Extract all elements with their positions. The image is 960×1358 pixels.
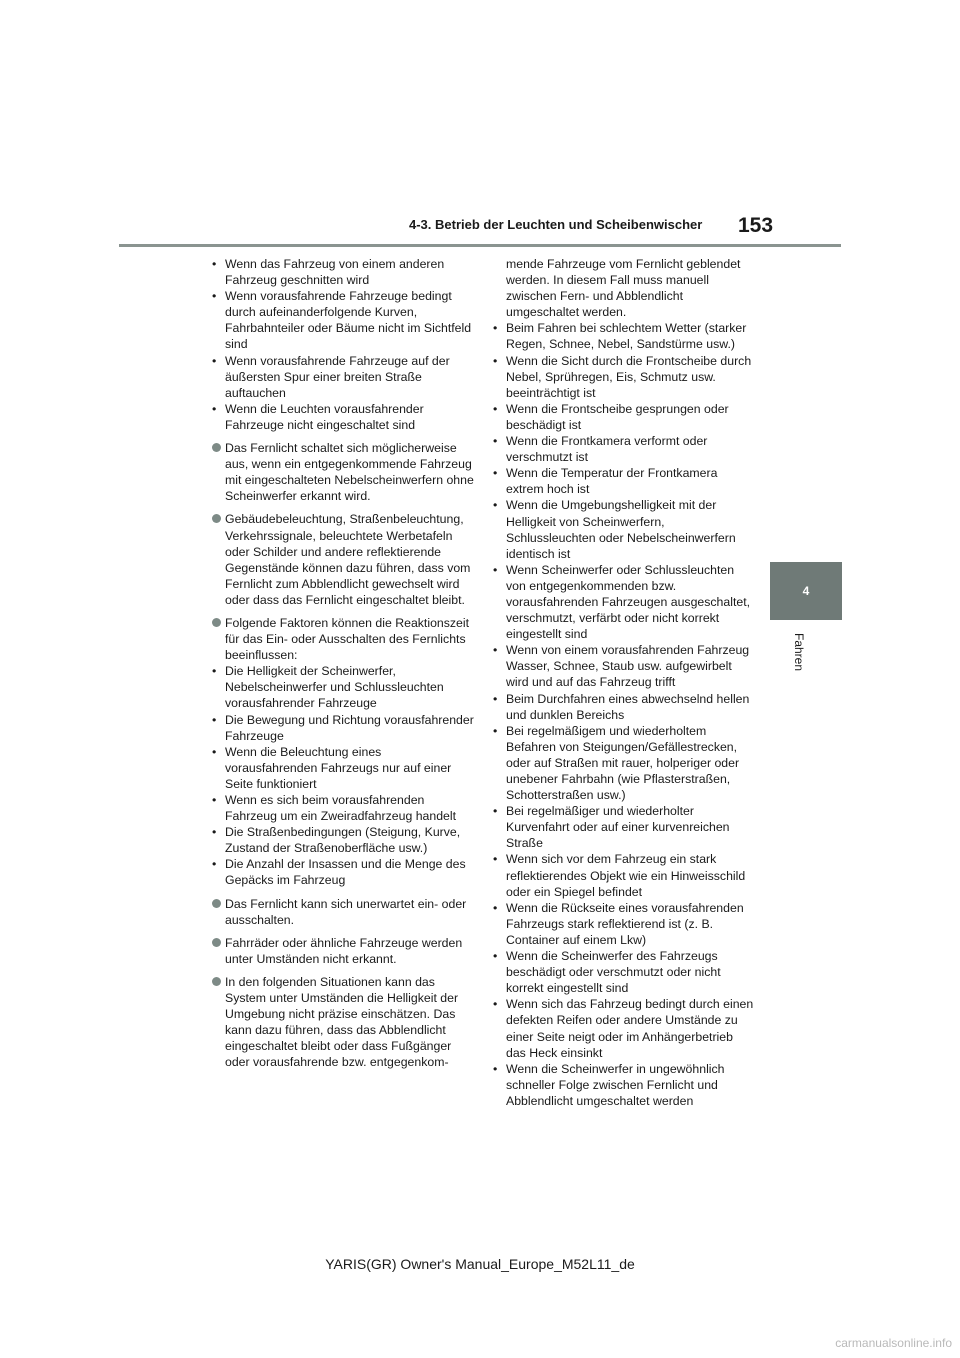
page-number: 153 <box>738 214 774 237</box>
list-item: • Die Bewegung und Richtung vorausfahrender Fahrzeuge <box>212 712 474 744</box>
factor-bullet-list <box>212 663 474 888</box>
paragraph <box>212 511 474 608</box>
list-item: • Wenn die Temperatur der Frontkamera extrem hoch ist <box>493 465 755 497</box>
paragraph <box>212 935 474 967</box>
list-item: • Wenn das Fahrzeug von einem anderen Fahrzeug geschnitten wird <box>212 256 474 288</box>
list-item: • Wenn die Sicht durch die Frontscheibe durch Nebel, Sprühregen, Eis, Schmutz usw. beeinträchtigt ist <box>493 353 755 401</box>
list-item: • Wenn vorausfahrende Fahrzeuge auf der äußersten Spur einer breiten Straße auftauchen <box>212 353 474 401</box>
list-item: • Beim Durchfahren eines abwechselnd hellen und dunklen Bereichs <box>493 691 755 723</box>
list-item: • Wenn die Leuchten vorausfahrender Fahrzeuge nicht eingeschaltet sind <box>212 401 474 433</box>
list-item: • Die Helligkeit der Scheinwerfer, Nebelscheinwerfer und Schlussleuchten vorausfahrender Fahrzeuge <box>212 663 474 711</box>
list-item: • Beim Fahren bei schlechtem Wetter (starker Regen, Schnee, Nebel, Sandstürme usw.) <box>493 320 755 352</box>
list-item: • Wenn sich das Fahrzeug bedingt durch einen defekten Reifen oder andere Umstände zu einer Seite neigt oder im Anhängerbetrieb das Heck einsinkt <box>493 996 755 1060</box>
header-divider <box>119 244 841 247</box>
list-item: • Wenn die Beleuchtung eines vorausfahrenden Fahrzeugs nur auf einer Seite funktioniert <box>212 744 474 792</box>
watermark: carmanualsonline.info <box>835 1336 952 1350</box>
chapter-tab[interactable] <box>770 562 842 620</box>
paragraph-text: Fahrräder oder ähnliche Fahrzeuge werden unter Umständen nicht erkannt. <box>225 935 463 966</box>
bullet-dot-icon <box>212 938 221 947</box>
continued-paragraph: mende Fahrzeuge vom Fernlicht geblendet werden. In diesem Fall muss manuell zwischen Fern- und Abblendlicht umgeschaltet werden. <box>506 257 741 320</box>
paragraph-text: In den folgenden Situationen kann das System unter Umständen die Helligkeit der Umgebung nicht präzise einschätzen. Das kann dazu führen, dass das Abblendlicht eingeschaltet bleibt oder dass Fußgänger oder vorausfahrende bzw. entgegenkom- <box>225 974 459 1070</box>
paragraph-text: Folgende Faktoren können die Reaktionszeit für das Ein- oder Ausschalten des Fernlichts beeinflussen: <box>225 615 470 663</box>
bullet-dot-icon <box>212 514 221 523</box>
paragraph-text: Das Fernlicht schaltet sich möglicherweise aus, wenn ein entgegenkommende Fahrzeug mit eingeschalteten Nebelscheinwerfern ohne Scheinwerfer erkannt wird. <box>225 441 474 504</box>
bullet-dot-icon <box>212 977 221 986</box>
list-item: • Wenn die Rückseite eines vorausfahrenden Fahrzeugs stark reflektierend ist (z. B. Container auf einem Lkw) <box>493 900 755 948</box>
chapter-number: 4 <box>802 584 810 598</box>
list-item: • Wenn die Scheinwerfer in ungewöhnlich schneller Folge zwischen Fernlicht und Abblendlicht umgeschaltet werden <box>493 1061 755 1109</box>
situation-bullet-list <box>493 320 755 1109</box>
bullet-dot-icon <box>212 899 221 908</box>
chapter-label: Fahren <box>792 633 806 672</box>
list-item: • Wenn die Umgebungshelligkeit mit der Helligkeit von Scheinwerfern, Schlussleuchten oder Nebelscheinwerfern identisch ist <box>493 497 755 561</box>
bullet-dot-icon <box>212 618 221 627</box>
list-item: • Die Straßenbedingungen (Steigung, Kurve, Zustand der Straßenoberfläche usw.) <box>212 824 474 856</box>
list-item: • Die Anzahl der Insassen und die Menge des Gepäcks im Fahrzeug <box>212 856 474 888</box>
list-item: • Wenn die Scheinwerfer des Fahrzeugs beschädigt oder verschmutzt oder nicht korrekt eingestellt sind <box>493 948 755 996</box>
paragraph <box>212 896 474 928</box>
paragraph <box>212 440 474 504</box>
paragraph <box>212 974 474 1071</box>
right-column <box>493 256 755 1109</box>
footer-manual-name: YARIS(GR) Owner's Manual_Europe_M52L11_de <box>325 1256 635 1272</box>
list-item: • Wenn sich vor dem Fahrzeug ein stark reflektierendes Objekt wie ein Hinweisschild oder ein Spiegel befindet <box>493 851 755 899</box>
list-item: • Wenn es sich beim vorausfahrenden Fahrzeug um ein Zweiradfahrzeug handelt <box>212 792 474 824</box>
paragraph-text: Gebäudebeleuchtung, Straßenbeleuchtung, Verkehrssignale, beleuchtete Werbetafeln oder Schilder und andere reflektierende Gegenstände können dazu führen, dass vom Fernlicht zum Abblendlicht gewechselt wird oder dass das Fernlicht eingeschaltet bleibt. <box>225 512 471 607</box>
list-item: • Wenn die Frontkamera verformt oder verschmutzt ist <box>493 433 755 465</box>
list-item: • Wenn von einem vorausfahrenden Fahrzeug Wasser, Schnee, Staub usw. aufgewirbelt wird und auf das Fahrzeug trifft <box>493 642 755 690</box>
paragraph <box>212 615 474 663</box>
list-item: • Bei regelmäßigem und wiederholtem Befahren von Steigungen/Gefällestrecken, oder auf Straßen mit rauer, holperiger oder unebener Fahrbahn (wie Pflasterstraßen, Schotterstraßen usw.) <box>493 723 755 803</box>
intro-bullet-list <box>212 256 474 433</box>
left-column <box>212 256 474 1071</box>
list-item: • Bei regelmäßiger und wiederholter Kurvenfahrt oder auf einer kurvenreichen Straße <box>493 803 755 851</box>
list-item: • Wenn die Frontscheibe gesprungen oder beschädigt ist <box>493 401 755 433</box>
section-title: 4-3. Betrieb der Leuchten und Scheibenwischer <box>409 217 703 232</box>
list-item: • Wenn vorausfahrende Fahrzeuge bedingt durch aufeinanderfolgende Kurven, Fahrbahnteiler oder Bäume nicht im Sichtfeld sind <box>212 288 474 352</box>
bullet-dot-icon <box>212 443 221 452</box>
list-item: • Wenn Scheinwerfer oder Schlussleuchten von entgegenkommenden bzw. vorausfahrenden Fahrzeugen ausgeschaltet, verschmutzt, verfärbt oder nicht korrekt eingestellt sind <box>493 562 755 642</box>
paragraph-text: Das Fernlicht kann sich unerwartet ein- oder ausschalten. <box>225 896 467 927</box>
